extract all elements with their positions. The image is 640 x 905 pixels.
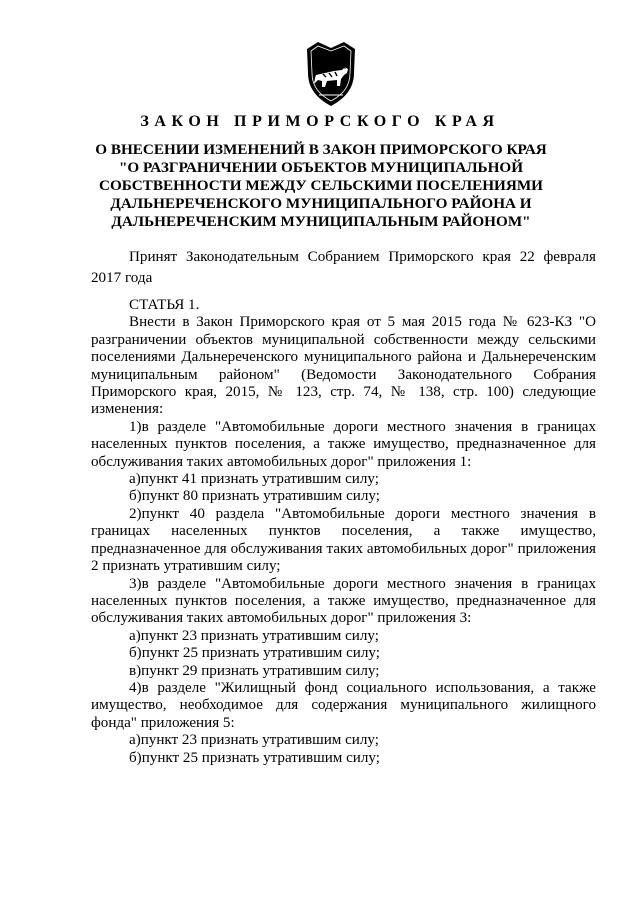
subtitle-line: ДАЛЬНЕРЕЧЕНСКОГО МУНИЦИПАЛЬНОГО РАЙОНА И [110, 195, 532, 212]
law-subtitle [66, 141, 576, 231]
amendment-subitem: а)пункт 23 признать утратившим силу; [129, 627, 379, 644]
subtitle-line: СОБСТВЕННОСТИ МЕЖДУ СЕЛЬСКИМИ ПОСЕЛЕНИЯМИ [99, 177, 543, 194]
amendment-subitem: а)пункт 23 признать утратившим силу; [129, 732, 379, 749]
amendment-subitem: б)пункт 25 признать утратившим силу; [129, 749, 380, 766]
amendment-item: 4)в разделе "Жилищный фонд социального использования, а также имущество, необходимое для содержания муниципального жилищного фонда" приложения 5: [91, 679, 596, 731]
amendment-subitem: в)пункт 29 признать утратившим силу; [129, 662, 380, 679]
article-body [91, 297, 596, 767]
article-intro: Внести в Закон Приморского края от 5 мая 2015 года № 623-КЗ "О разграничении объектов муниципальной собственности между сельскими поселениями Дальнереченского муниципального района и Дальнереченским муниципальным районом" (Ведомости Законодательного Собрания Приморского края, 2015, № 123, стр. 74, № 138, стр. 100) следующие изменения: [91, 314, 596, 418]
amendment-subitem: б)пункт 25 признать утратившим силу; [129, 645, 380, 662]
law-title: ЗАКОН ПРИМОРСКОГО КРАЯ [140, 113, 500, 130]
adoption-statement: Принят Законодательным Собранием Приморского края 22 февраля 2017 года [91, 249, 596, 286]
amendment-subitem: а)пункт 41 признать утратившим силу; [129, 471, 379, 488]
article-heading: СТАТЬЯ 1. [129, 297, 200, 313]
adoption-block [91, 247, 596, 289]
amendment-item: 2)пункт 40 раздела "Автомобильные дороги местного значения в границах населенных пунктов поселения, а также имущество, предназначенное для обслуживания таких автомобильных дорог" приложения 2 признать утратившим силу; [91, 505, 596, 575]
subtitle-line: О ВНЕСЕНИИ ИЗМЕНЕНИЙ В ЗАКОН ПРИМОРСКОГО КРАЯ [95, 141, 547, 158]
subtitle-line: "О РАЗГРАНИЧЕНИИ ОБЪЕКТОВ МУНИЦИПАЛЬНОЙ [118, 159, 524, 176]
amendment-item: 3)в разделе "Автомобильные дороги местного значения в границах населенных пунктов поселения, а также имущество, предназначенное для обслуживания таких автомобильных дорог" приложения 3: [91, 575, 596, 627]
amendment-subitem: б)пункт 80 признать утратившим силу; [129, 488, 380, 505]
coat-of-arms-icon [301, 37, 361, 109]
subtitle-line: ДАЛЬНЕРЕЧЕНСКИМ МУНИЦИПАЛЬНЫМ РАЙОНОМ" [111, 213, 531, 230]
amendment-item: 1)в разделе "Автомобильные дороги местного значения в границах населенных пунктов поселения, а также имущество, предназначенное для обслуживания таких автомобильных дорог" приложения 1: [91, 418, 596, 470]
